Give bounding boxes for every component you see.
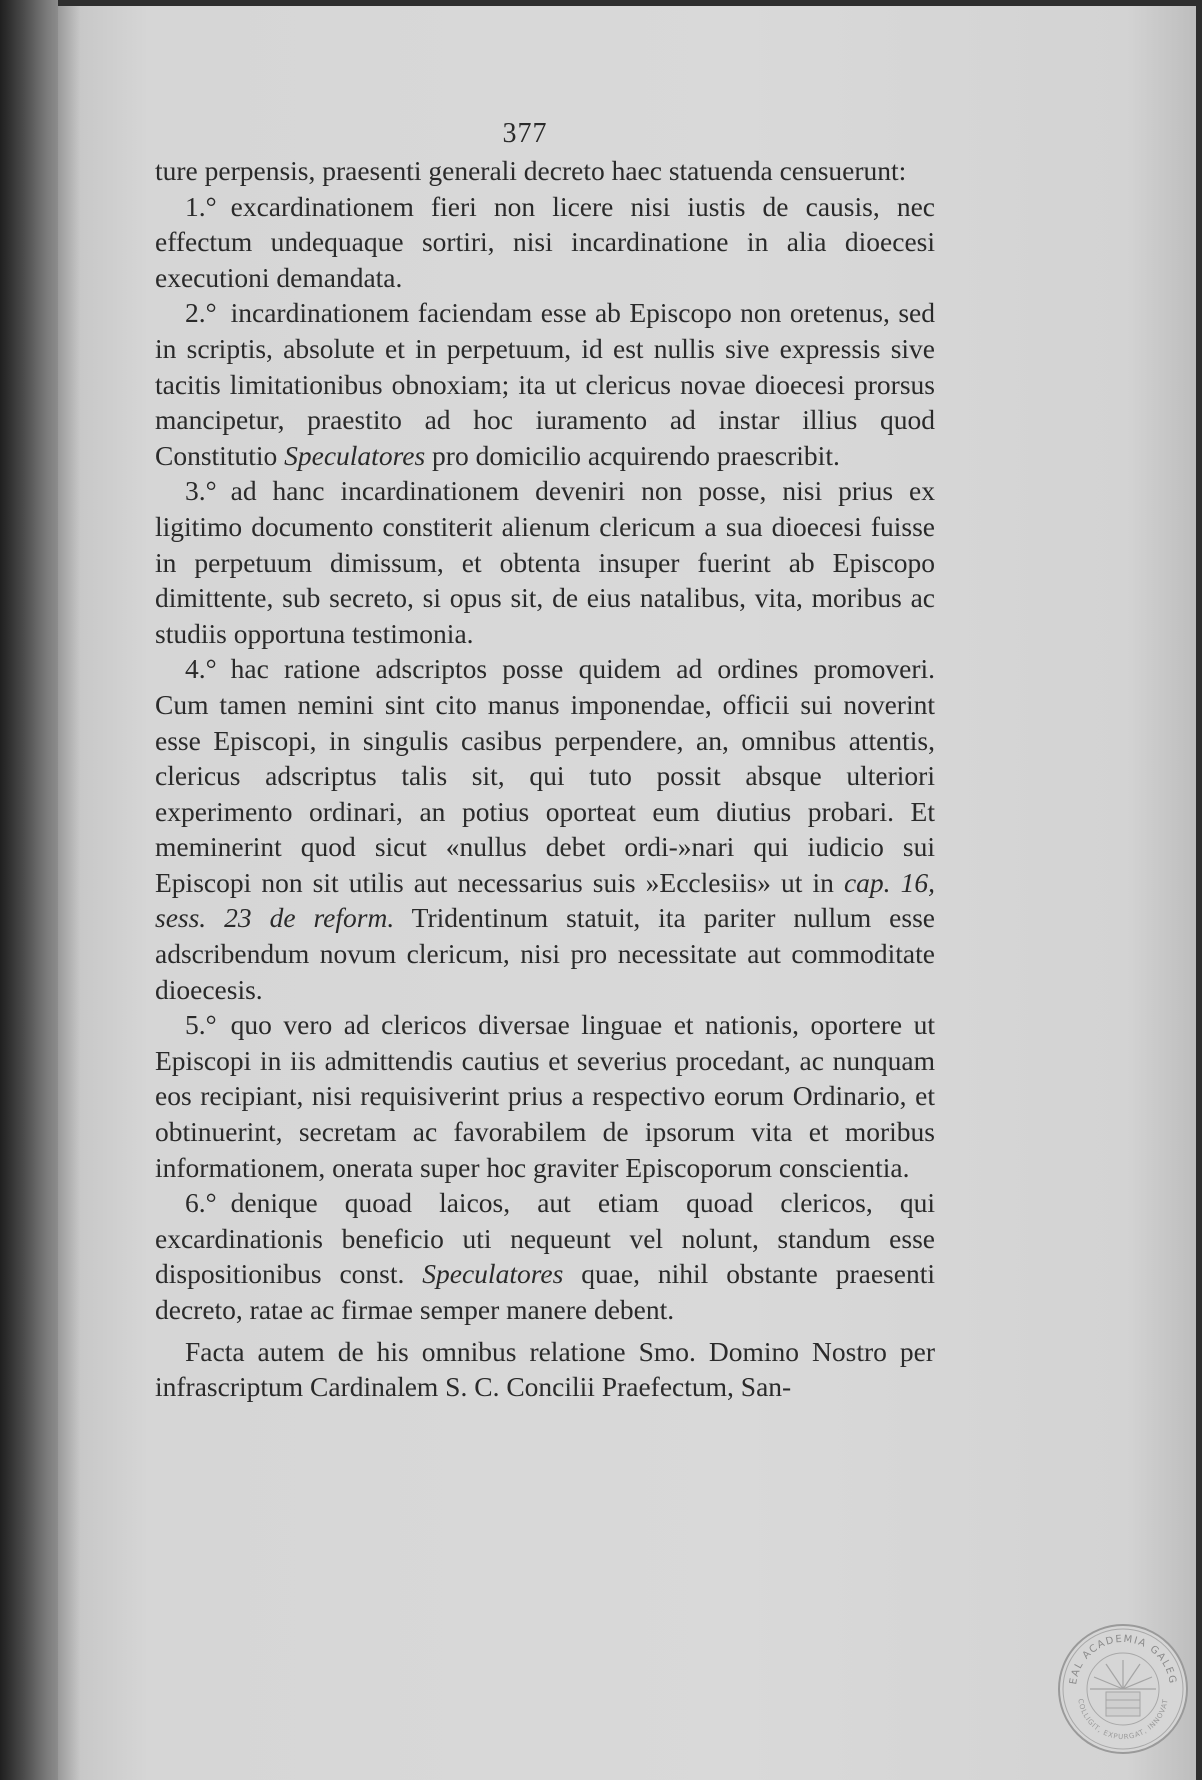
italic-title: Speculatores <box>284 439 426 471</box>
item-number: 1.° <box>185 190 217 222</box>
intro-paragraph: ture perpensis, praesenti generali decreto haec statuenda censuerunt: <box>155 155 907 186</box>
italic-title: Speculatores <box>422 1258 564 1290</box>
item-text: quae, nihil obstante praesenti decreto, ratae ac firmae semper manere debent. <box>155 1258 935 1325</box>
item-number: 4.° <box>185 653 217 685</box>
page-text <box>155 115 935 1405</box>
italic-citation: cap. 16, sess. 23 de reform. <box>155 866 935 934</box>
page-number: 377 <box>502 118 548 149</box>
item-2 <box>155 295 935 473</box>
item-number: 2.° <box>185 297 217 329</box>
academy-seal-stamp <box>1056 1622 1190 1756</box>
item-number: 5.° <box>185 1009 217 1041</box>
item-3 <box>155 473 935 651</box>
item-1 <box>155 189 935 296</box>
item-text: excardinationem fieri non licere nisi iustis de causis, nec effectum undequaque sortiri, nisi incardinatione in alia dioecesi executioni demandata. <box>155 190 935 293</box>
item-number: 6.° <box>185 1187 217 1219</box>
closing-paragraph: Facta autem de his omnibus relatione Smo. Domino Nostro per infrascriptum Cardinalem S. C. Concilii Praefectum, San- <box>155 1335 935 1403</box>
book-spine-shadow <box>0 0 58 1780</box>
item-6 <box>155 1185 935 1327</box>
item-5 <box>155 1007 935 1185</box>
item-text: incardinationem faciendam esse ab Episcopo non oretenus, sed in scriptis, absolute et in perpetuum, id est nullis sive expressis sive tacitis limitationibus obnoxiam; ita ut clericus novae dioecesi prorsus mancipetur, praestito ad hoc iuramento ad instar illius quod Constitutio <box>155 297 935 471</box>
item-text: hac ratione adscriptos posse quidem ad ordines promoveri. Cum tamen nemini sint cito manus imponendae, officii sui noverint esse Episcopi, in singulis casibus perpendere, an, omnibus attentis, clericus adscriptus talis sit, qui tuto possit absque ulteriori experimento ordinari, an potius oporteat eum diutius probari. Et meminerint quod sicut «nullus debet ordi-»nari qui iudicio sui Episcopi non sit utilis aut necessarius suis »Ecclesiis» ut in <box>155 653 935 898</box>
item-text: ad hanc incardinationem deveniri non posse, nisi prius ex ligitimo documento constiterit alienum clericum a sua dioecesi fuisse in perpetuum dimissum, et obtenta insuper fuerint ab Episcopo dimittente, sub secreto, si opus sit, de eius natalibus, vita, moribus ac studiis opportuna testimonia. <box>155 475 935 649</box>
item-text: denique quoad laicos, aut etiam quoad clericos, qui excardinationis beneficio uti nequeunt vel nolunt, standum esse dispositionibus const. <box>155 1187 935 1290</box>
seal-bottom-text: COLLIGIT, EXPURGAT, INNOVAT <box>1076 1698 1170 1742</box>
item-text: Tridentinum statuit, ita pariter nullum esse adscribendum novum clericum, nisi pro necessitate aut commoditate dioecesis. <box>155 902 936 1005</box>
item-number: 3.° <box>185 475 217 507</box>
item-text: pro domicilio acquirendo praescribit. <box>425 439 840 471</box>
seal-top-text: EAL ACADEMIA GALEG <box>1068 1633 1178 1686</box>
seal-icon <box>1056 1622 1190 1756</box>
item-4 <box>155 651 935 1007</box>
item-text: quo vero ad clericos diversae linguae et nationis, oportere ut Episcopi in iis admittendis cautius et severius procedant, ac nunquam eos recipiant, nisi requisiverint prius a respectivo eorum Ordinario, et obtinuerint, secretam ac favorabilem de ipsorum vita et moribus informationem, onerata super hoc graviter Episcoporum conscientia. <box>155 1009 935 1183</box>
